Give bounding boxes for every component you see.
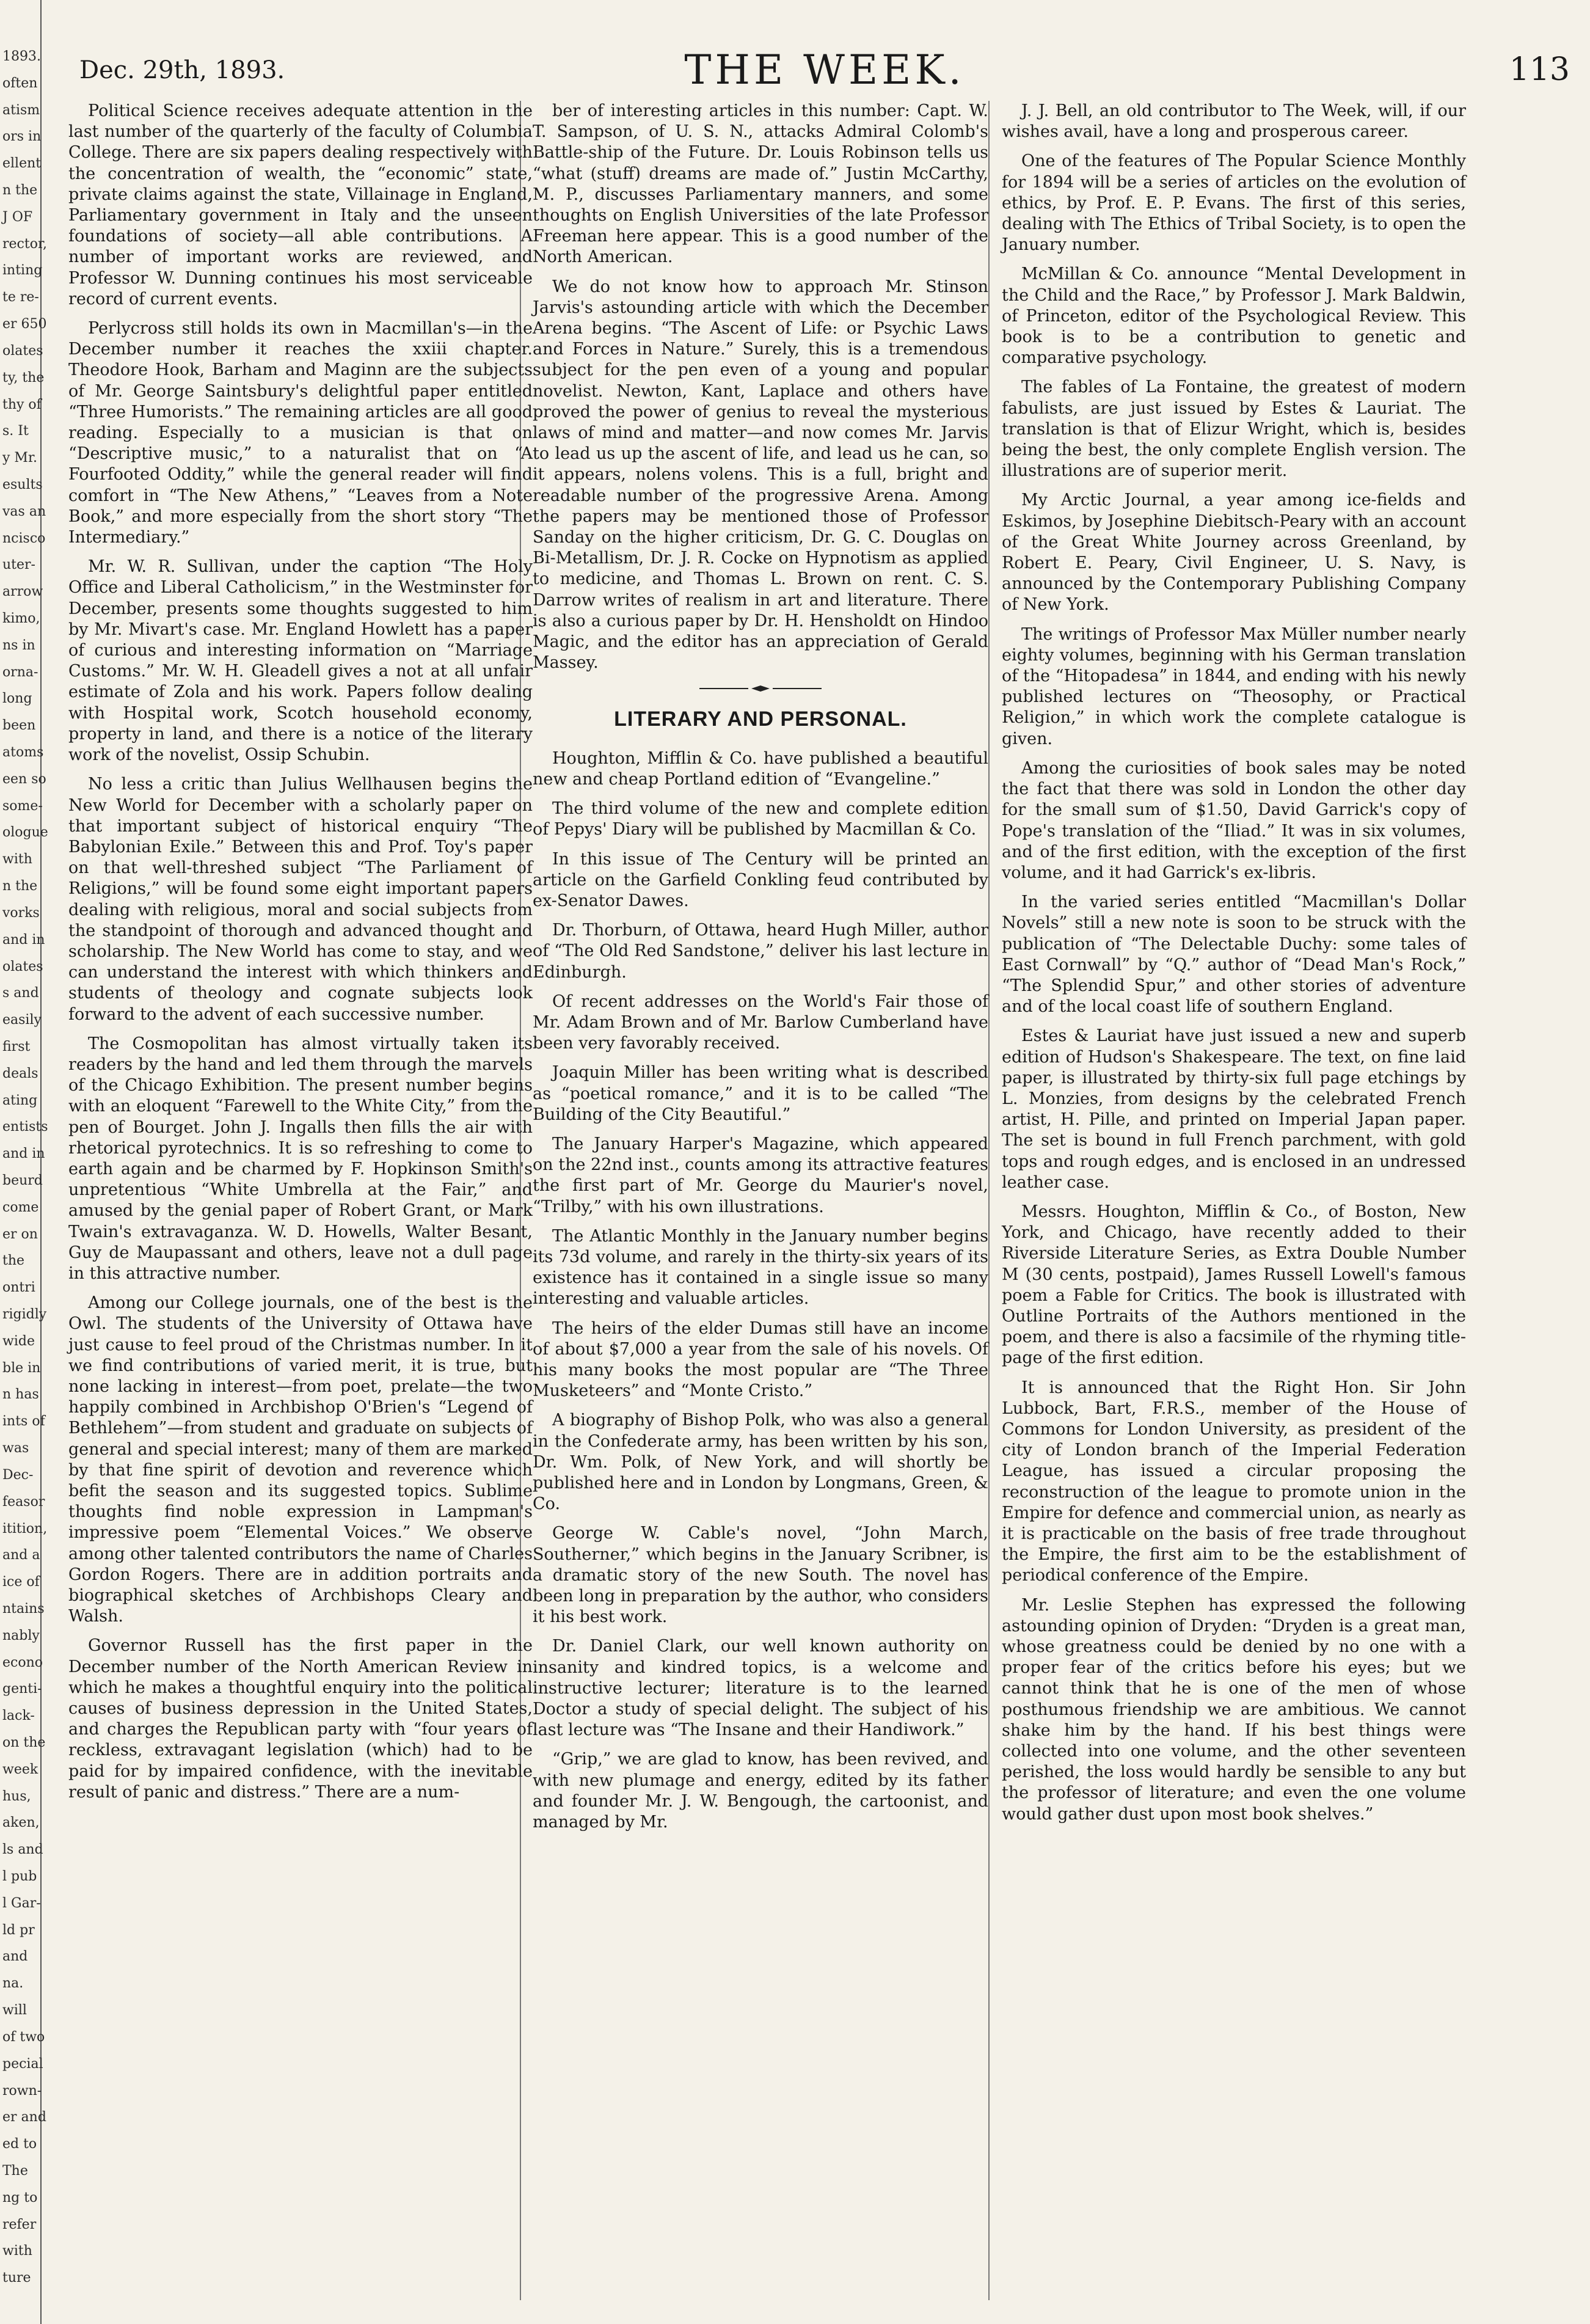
gutter-text-fragment: orna- [2,664,38,680]
article-paragraph: Dr. Daniel Clark, our well known authority on insanity and kindred topics, is a welcome and instructive lecturer; literature is to the learned Doctor a study of special delight. The subject of his last lecture was “The Insane and their Handiwork.” [533,1637,988,1740]
gutter-text-fragment: nably [2,1628,40,1643]
gutter-text-fragment: s. It [2,423,29,439]
article-paragraph: Of recent addresses on the World's Fair those of Mr. Adam Brown and of Mr. Barlow Cumberland have been very favorably received. [533,992,988,1053]
gutter-text-fragment: ors in [2,129,42,145]
article-paragraph: “Grip,” we are glad to know, has been revived, and with new plumage and energy, edited by its father and founder Mr. J. W. Bengough, the cartoonist, and managed by Mr. [533,1750,988,1832]
gutter-text-fragment: olates [2,343,43,359]
gutter-text-fragment: er on [2,1226,38,1242]
article-paragraph: Joaquin Miller has been writing what is described as “poetical romance,” and it is to be called “The Building of the City Beautiful.” [533,1063,988,1124]
gutter-text-fragment: ntains [2,1601,45,1617]
gutter-text-fragment: ty, the [2,370,45,386]
gutter-text-fragment: ologue [2,825,48,841]
gutter-text-fragment: refer [2,2216,37,2232]
article-paragraph: Mr. Leslie Stephen has expressed the following astounding opinion of Dryden: “Dryden is a great man, whose greatness could be denied by no one with a proper fear of the critics before his eyes; but we cannot think that he is one of the men of whose posthumous friendship we are ambitious. We cannot shake him by the hand. If his best things were collected into one volume, and the other seventeen perished, the loss would hardly be sensible to any but the professor of literature; and even the one volume would gather dust upon most book shelves.” [1002,1595,1466,1824]
gutter-text-fragment: ints of [2,1414,45,1430]
gutter-text-fragment: on the [2,1735,46,1750]
column-3 [1002,101,1466,1833]
article-paragraph: The Atlantic Monthly in the January number begins its 73d volume, and rarely in the thirty-six years of its existence has it contained in a single issue so many interesting and valuable articles. [533,1226,988,1309]
gutter-text-fragment: beurd [2,1173,43,1188]
gutter-text-fragment: vorks [2,905,40,921]
page-header [79,43,1570,98]
article-paragraph: The Cosmopolitan has almost virtually taken its readers by the hand and led them through the marvels of the Chicago Exhibition. The present number begins with an eloquent “Farewell to the White City,” from the pen of Bourget. John J. Ingalls then fills the air with rhetorical pyrotechnics. It is so refreshing to come to earth again and be charmed by F. Hopkinson Smith's unpretentious “White Umbrella at the Fair,” and amused by the genial paper of Robert Grant, or Mark Twain's extravaganza. W. D. Howells, Walter Besant, Guy de Maupassant and others, leave not a dull page in this attractive number. [68,1034,533,1283]
article-paragraph: No less a critic than Julius Wellhausen begins the New World for December with a scholarly paper on that important subject of historical enquiry “The Babylonian Exile.” Between this and Prof. Toy's paper on that well-threshed subject “The Parliament of Religions,” will be found some eight important papers dealing with religious, moral and social subjects from the standpoint of thorough and advanced thought and scholarship. The New World has come to stay, and we can understand the interest with which thinkers and students of theology and cognate subjects look forward to the advent of each successive number. [68,775,533,1024]
article-paragraph: Mr. W. R. Sullivan, under the caption “The Holy Office and Liberal Catholicism,” in the Westminster for December, presents some thoughts suggested to him by Mr. Mivart's case. Mr. England Howlett has a paper of curious and interesting information on “Marriage Customs.” Mr. W. H. Gleadell gives a not at all unfair estimate of Zola and his work. Papers follow dealing with Hospital work, Scotch household economy, property in land, and there is a notice of the literary work of the novelist, Ossip Schubin. [68,557,533,765]
left-margin-gutter [0,0,48,2324]
gutter-text-fragment: te re- [2,290,39,305]
gutter-text-fragment: uter- [2,557,35,573]
article-paragraph: One of the features of The Popular Science Monthly for 1894 will be a series of articles on the evolution of ethics, by Prof. E. P. Evans. The first of this series, dealing with The Ethics of Tribal Society, is to open the January number. [1002,152,1466,255]
article-paragraph: Dr. Thorburn, of Ottawa, heard Hugh Miller, author of “The Old Red Sandstone,” deliver his last lecture in Edinburgh. [533,921,988,982]
gutter-text-fragment: and [2,1949,28,1965]
gutter-text-fragment: 1893. [2,49,41,64]
gutter-text-fragment: econo [2,1654,43,1670]
gutter-text-fragment: Dec- [2,1467,34,1483]
gutter-text-fragment: hus, [2,1788,31,1804]
gutter-text-fragment: l pub [2,1869,37,1885]
gutter-text-fragment: kimo, [2,611,40,626]
gutter-text-fragment: of two [2,2029,45,2045]
article-paragraph: ber of interesting articles in this number: Capt. W. T. Sampson, of U. S. N., attacks Admiral Colomb's Battle-ship of the Future. Dr. Louis Robinson tells us “what (stuff) dreams are made of.” Justin McCarthy, M. P., discusses Parliamentary manners, and some thoughts on English Universities of the late Professor Freeman here appear. This is a good number of the North American. [533,101,988,267]
gutter-text-fragment: aken, [2,1815,40,1831]
gutter-text-fragment: first [2,1039,31,1054]
gutter-text-fragment: ontri [2,1280,35,1296]
article-paragraph: The writings of Professor Max Müller number nearly eighty volumes, beginning with his German translation of the “Hitopadesa” in 1844, and ending with his newly published lectures on “Theosophy, or Practical Religion,” in which work the complete catalogue is given. [1002,624,1466,748]
gutter-text-fragment: ng to [2,2190,38,2205]
article-paragraph: Among our College journals, one of the best is the Owl. The students of the University of Ottawa have just cause to feel proud of the Christmas number. In it we find contributions of varied merit, it is true, but none lacking in interest—from poet, prelate—the two happily combined in Archbishop O'Brien's “Legend of Bethlehem”—from student and graduate on subjects of general and special interest; many of them are marked by that fine spirit of devotion and reverence which befit the season and its suggested topics. Sublime thoughts find noble expression in Lampman's impressive poem “Elemental Voices.” We observe among other talented contributors the name of Charles Gordon Rogers. There are in addition portraits and biographical sketches of Archbishops Cleary and Walsh. [68,1293,533,1626]
article-paragraph: Governor Russell has the first paper in the December number of the North American Review in which he makes a thoughtful enquiry into the political causes of business depression in the United States, and charges the Republican party with “four years of reckless, extravagant legislation (which) had to be paid for by impaired confidence, with the inevitable result of panic and distress.” There are a num- [68,1636,533,1802]
gutter-text-fragment: and a [2,1548,40,1563]
ornament-divider [693,684,828,693]
article-paragraph: The January Harper's Magazine, which appeared on the 22nd inst., counts among its attractive features the first part of Mr. George du Maurier's novel, “Trilby,” with his own illustrations. [533,1134,988,1216]
gutter-text-fragment: n the [2,879,38,894]
gutter-text-fragment: some- [2,798,43,814]
article-paragraph: Houghton, Mifflin & Co. have published a beautiful new and cheap Portland edition of “Evangeline.” [533,748,988,789]
article-paragraph: The third volume of the new and complete edition of Pepys' Diary will be published by Macmillan & Co. [533,799,988,839]
gutter-text-fragment: er 650 [2,316,47,332]
gutter-text-fragment: n the [2,183,38,199]
gutter-text-fragment: na. [2,1976,24,1992]
article-paragraph: George W. Cable's novel, “John March, Southerner,” which begins in the January Scribner, is a dramatic story of the new South. The novel has been long in preparation by the author, who considers it his best work. [533,1524,988,1627]
masthead-title: THE WEEK. [684,46,965,93]
column-1 [68,101,533,2294]
gutter-text-fragment: entists [2,1119,48,1135]
gutter-text-fragment: and in [2,932,45,948]
article-paragraph: The fables of La Fontaine, the greatest of modern fabulists, are just issued by Estes & Lauriat. The translation is that of Elizur Wright, which is, besides being the best, the only complete English version. The illustrations are of superior merit. [1002,378,1466,481]
gutter-text-fragment: y Mr. [2,450,38,466]
gutter-text-fragment: ture [2,2270,31,2286]
gutter-text-fragment: s and [2,985,39,1001]
gutter-text-fragment: rown- [2,2083,42,2099]
page-number: 113 [1509,51,1570,88]
gutter-text-fragment: l Gar- [2,1895,41,1911]
gutter-text-fragment: ld pr [2,1922,35,1938]
gutter-text-fragment: ns in [2,637,35,653]
gutter-text-fragment: the [2,1253,25,1269]
gutter-text-fragment: ble in [2,1360,41,1376]
gutter-text-fragment: thy of [2,396,42,412]
gutter-text-fragment: often [2,75,38,91]
gutter-text-fragment: ls and [2,1842,43,1858]
section-heading: LITERARY AND PERSONAL. [614,707,907,731]
article-paragraph: In the varied series entitled “Macmillan's Dollar Novels” still a new note is soon to be struck with the publication of “The Delectable Duchy: some tales of East Cornwall” by “Q.” author of “Dead Man's Rock,” “The Splendid Spur,” and other stories of adventure and of the local coast life of southern England. [1002,893,1466,1017]
article-paragraph: Messrs. Houghton, Mifflin & Co., of Boston, New York, and Chicago, have recently added to their Riverside Literature Series, as Extra Double Number M (30 cents, postpaid), James Russell Lowell's famous poem a Fable for Critics. The book is illustrated with Outline Portraits of the Authors mentioned in the poem, and there is also a facsimile of the rhyming title-page of the first edition. [1002,1202,1466,1368]
gutter-text-fragment: olates [2,959,43,974]
column-2 [533,101,988,1841]
gutter-text-fragment: er and [2,2110,46,2125]
gutter-text-fragment: ice of [2,1574,40,1590]
gutter-text-fragment: lack- [2,1708,35,1724]
article-paragraph: A biography of Bishop Polk, who was also a general in the Confederate army, has been written by his son, Dr. Wm. Polk, of New York, and will shortly be published here and in London by Longmans, Green, & Co. [533,1411,988,1514]
gutter-text-fragment: arrow [2,584,43,600]
article-paragraph: It is announced that the Right Hon. Sir John Lubbock, Bart, F.R.S., member of the House of Commons for London University, as president of the city of London branch of the Imperial Federation League, has issued a circular proposing the reconstruction of the league to promote union in the Empire for defence and commercial union, as nearly as it is practicable on the basis of free trade throughout the Empire, the first aim to be the establishment of periodical conference of the Empire. [1002,1378,1466,1585]
gutter-text-fragment: ncisco [2,530,46,546]
gutter-text-fragment: week [2,1761,38,1777]
gutter-text-fragment: een so [2,771,46,787]
gutter-text-fragment: rector, [2,236,48,252]
article-paragraph: Political Science receives adequate attention in the last number of the quarterly of the faculty of Columbia College. There are six papers dealing respectively with the concentration of wealth, the “economic” state, private claims against the state, Villainage in England, Parliamentary government in Italy and the unseen foundations of society—all able contributions. A number of important works are reviewed, and Professor W. Dunning continues his most serviceable record of current events. [68,101,533,309]
gutter-text-fragment: wide [2,1333,35,1349]
gutter-text-fragment: rigidly [2,1307,47,1323]
gutter-text-fragment: atism [2,102,40,118]
gutter-text-fragment: will [2,2003,27,2019]
gutter-text-fragment: come [2,1199,39,1215]
gutter-text-fragment: easily [2,1012,42,1028]
gutter-text-fragment: genti- [2,1681,42,1697]
gutter-text-fragment: J OF [2,209,33,225]
gutter-text-fragment: ed to [2,2136,37,2152]
gutter-text-fragment: deals [2,1065,38,1081]
gutter-text-fragment: ellent [2,156,42,172]
gutter-text-fragment: with [2,2243,32,2259]
gutter-text-fragment: inting [2,263,43,279]
article-paragraph: Estes & Lauriat have just issued a new and superb edition of Hudson's Shakespeare. The text, on fine laid paper, is illustrated by thirty-six full page etchings by L. Monzies, from designs by the celebrated French artist, H. Pille, and printed on Imperial Japan paper. The set is bound in full French parchment, with gold tops and rough edges, and is enclosed in an undressed leather case. [1002,1026,1466,1192]
article-paragraph: The heirs of the elder Dumas still have an income of about $7,000 a year from the sale of his novels. Of his many books the most popular are “The Three Musketeers” and “Monte Cristo.” [533,1318,988,1401]
gutter-text-fragment: was [2,1441,29,1456]
article-paragraph: Perlycross still holds its own in Macmillan's—in the December number it reaches the xxiii chapter. Theodore Hook, Barham and Maginn are the subjects of Mr. George Saintsbury's delightful paper entitled “Three Humorists.” The remaining articles are all good reading. Especially to a musician is that on “Descriptive music,” to a naturalist that on “A Fourfooted Oddity,” while the general reader will find comfort in “The New Athens,” “Leaves from a Note Book,” and more especially from the short story “The Intermediary.” [68,319,533,547]
gutter-text-fragment: pecial [2,2056,43,2072]
article-paragraph: In this issue of The Century will be printed an article on the Garfield Conkling feud contributed by ex-Senator Dawes. [533,849,988,910]
article-paragraph: My Arctic Journal, a year among ice-fields and Eskimos, by Josephine Diebitsch-Peary with an account of the Great White Journey across Greenland, by Robert E. Peary, Civil Engineer, U. S. Navy, is announced by the Contemporary Publishing Company of New York. [1002,491,1466,615]
gutter-text-fragment: esults [2,477,43,492]
gutter-text-fragment: The [2,2163,28,2179]
gutter-text-fragment: itition, [2,1521,48,1537]
article-paragraph: J. J. Bell, an old contributor to The Week, will, if our wishes avail, have a long and prosperous career. [1002,101,1466,142]
article-paragraph: Among the curiosities of book sales may be noted the fact that there was sold in London the other day for the small sum of $1.50, David Garrick's copy of Pope's translation of the “Iliad.” It was in six volumes, and of the first edition, with the exception of the first volume, and it had Garrick's ex-libris. [1002,758,1466,882]
gutter-text-fragment: vas an [2,503,46,519]
gutter-text-fragment: n has [2,1387,39,1403]
gutter-text-fragment: with [2,852,32,868]
gutter-text-fragment: atoms [2,745,44,761]
column-rule [988,101,990,2300]
gutter-text-fragment: been [2,718,36,734]
article-paragraph: McMillan & Co. announce “Mental Development in the Child and the Race,” by Professor J. Mark Baldwin, of Princeton, editor of the Psychological Review. This book is to be a contribution to genetic and comparative psychology. [1002,265,1466,368]
gutter-text-fragment: and in [2,1146,45,1162]
gutter-text-fragment: feasor [2,1494,45,1510]
gutter-text-fragment: long [2,691,32,707]
article-paragraph: We do not know how to approach Mr. Stinson Jarvis's astounding article with which the December Arena begins. “The Ascent of Life: or Psychic Laws and Forces in Nature.” Surely, this is a tremendous subject for the pen even of a young and popular novelist. Newton, Kant, Laplace and others have proved the power of genius to reveal the mysterious laws of mind and matter—and now comes Mr. Jarvis to lead us up the ascent of life, and lead us he can, so it appears, nolens volens. This is a full, bright and readable number of the progressive Arena. Among the papers may be mentioned those of Professor Sanday on the higher criticism, Dr. G. C. Douglas on Bi-Metallism, Dr. J. R. Cocke on Hypnotism as applied to medicine, and Thomas L. Brown on rent. C. S. Darrow writes of realism in art and literature. There is also a curious paper by Dr. H. Hensholdt on Hindoo Magic, and the editor has an appreciation of Gerald Massey. [533,277,988,673]
gutter-text-fragment: ating [2,1092,38,1108]
issue-date: Dec. 29th, 1893. [79,56,285,84]
